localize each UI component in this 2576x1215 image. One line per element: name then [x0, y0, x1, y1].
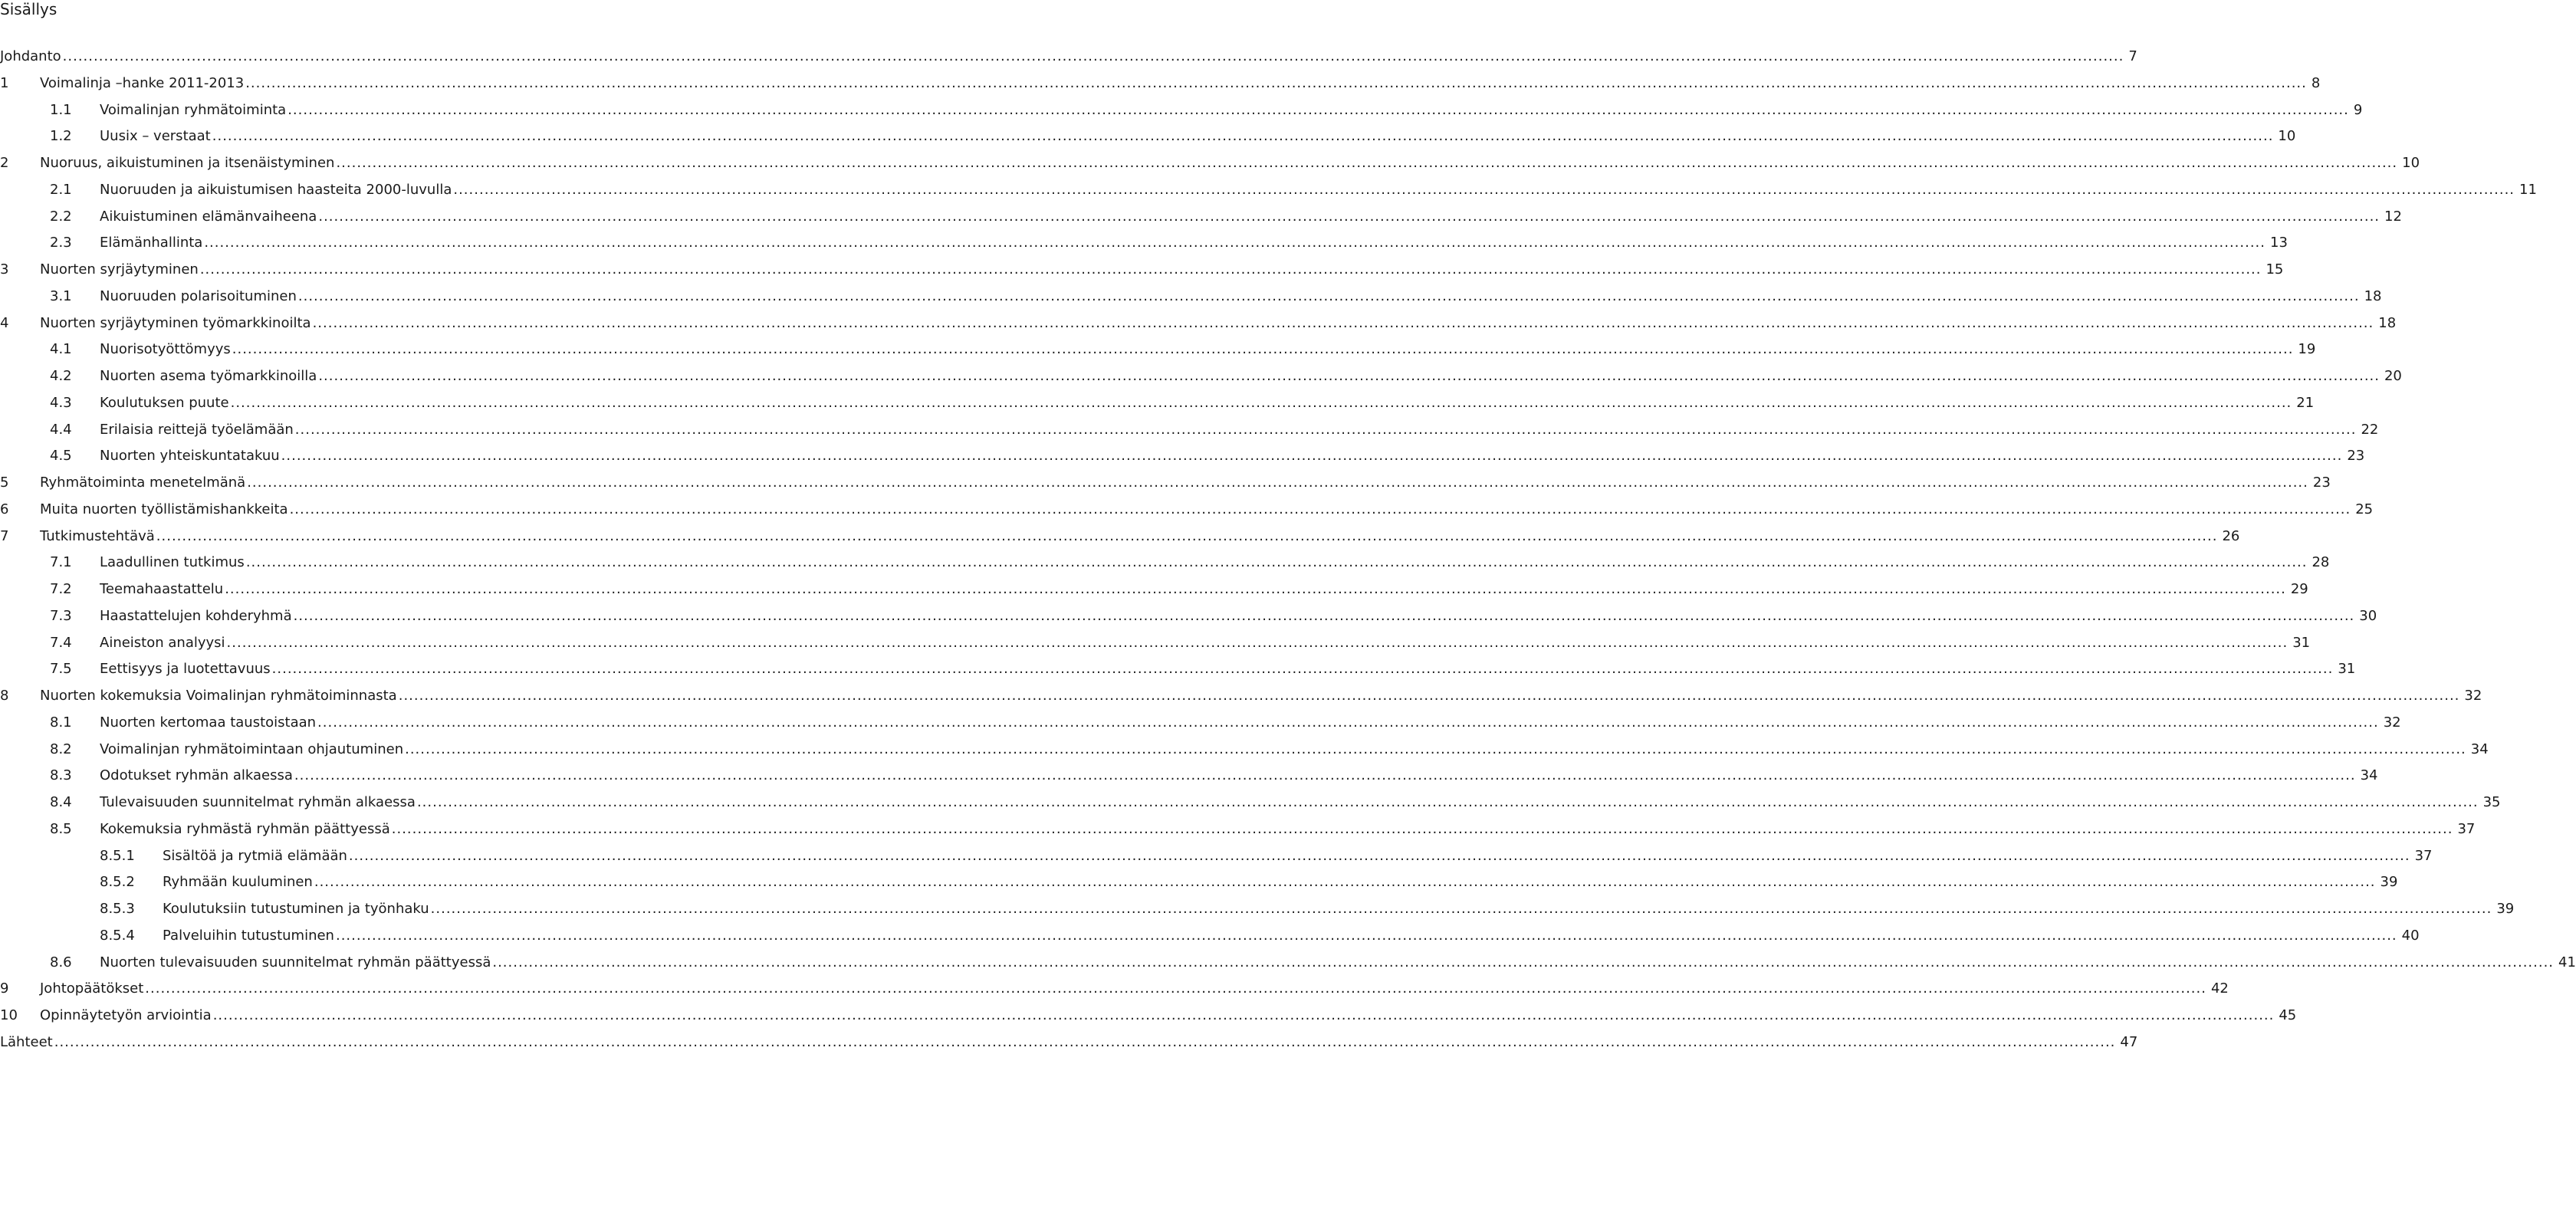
toc-entry-page-number: 10 [2402, 155, 2420, 171]
toc-entry[interactable] [0, 818, 2476, 841]
toc-entry-number: 2.3 [50, 235, 72, 251]
toc-entry-number: 7.2 [50, 581, 72, 597]
dot-leader: ................................................................................................................................................................................................................................................................................................................................................................................................................ [318, 368, 2380, 384]
dot-leader: ................................................................................................................................................................................................................................................................................................................................................................................................................ [62, 48, 2124, 64]
toc-entry-title: Muita nuorten työllistämishankkeita [40, 498, 290, 521]
toc-entry[interactable] [0, 1004, 2297, 1027]
dot-leader: ................................................................................................................................................................................................................................................................................................................................................................................................................ [453, 181, 2515, 198]
toc-entry-page-number: 31 [2292, 634, 2311, 651]
toc-entry-title: Uusix – verstaat [100, 125, 212, 148]
toc-entry-title: Haastattelujen kohderyhmä [100, 605, 294, 628]
toc-entry-title: Voimalinjan ryhmätoiminta [100, 99, 288, 122]
toc-entry[interactable] [0, 924, 2420, 947]
toc-entry[interactable] [0, 525, 2240, 548]
toc-entry-title: Nuorten tulevaisuuden suunnitelmat ryhmän päättyessä [100, 951, 492, 974]
toc-entry-page-number: 31 [2338, 661, 2356, 678]
toc-entry-title: Johdanto [0, 45, 63, 68]
toc-entry-title: Nuoruus, aikuistuminen ja itsenäistyminen [40, 152, 336, 175]
dot-leader: ................................................................................................................................................................................................................................................................................................................................................................................................................ [226, 634, 2288, 651]
dot-leader: ................................................................................................................................................................................................................................................................................................................................................................................................................ [212, 1007, 2275, 1023]
dot-leader: ................................................................................................................................................................................................................................................................................................................................................................................................................ [348, 847, 2410, 864]
toc-entry[interactable] [0, 764, 2378, 787]
toc-entry-title: Kokemuksia ryhmästä ryhmän päättyessä [100, 818, 392, 841]
dot-leader: ................................................................................................................................................................................................................................................................................................................................................................................................................ [492, 954, 2555, 970]
toc-entry-title: Erilaisia reittejä työelämään [100, 419, 295, 442]
toc-entry-title: Ryhmään kuuluminen [163, 871, 314, 894]
toc-entry-page-number: 34 [2470, 740, 2489, 757]
toc-entry-page-number: 19 [2298, 341, 2316, 358]
toc-entry-number: 6 [0, 501, 9, 517]
toc-entry[interactable] [0, 605, 2377, 628]
toc-entry-title: Koulutuksen puute [100, 392, 231, 415]
toc-entry-page-number: 37 [2414, 847, 2433, 864]
dot-leader: ................................................................................................................................................................................................................................................................................................................................................................................................................ [199, 261, 2262, 277]
dot-leader: ................................................................................................................................................................................................................................................................................................................................................................................................................ [204, 235, 2266, 251]
dot-leader: ................................................................................................................................................................................................................................................................................................................................................................................................................ [145, 980, 2206, 997]
toc-entry-page-number: 23 [2312, 475, 2331, 491]
page-title: Sisällys [0, 0, 58, 18]
toc-entry[interactable] [0, 871, 2398, 894]
toc-entry[interactable] [0, 551, 2330, 574]
toc-entry-title: Johtopäätökset [40, 977, 145, 1000]
toc-entry-page-number: 8 [2311, 74, 2321, 91]
toc-entry-title: Nuoruuden polarisoituminen [100, 285, 298, 308]
toc-entry-number: 8 [0, 688, 9, 704]
toc-entry-page-number: 47 [2120, 1033, 2138, 1050]
toc-entry[interactable] [0, 498, 2374, 521]
toc-entry-page-number: 22 [2361, 421, 2379, 438]
toc-entry[interactable] [0, 72, 2321, 95]
toc-entry-page-number: 11 [2519, 181, 2537, 198]
toc-entry[interactable] [0, 977, 2229, 1000]
dot-leader: ................................................................................................................................................................................................................................................................................................................................................................................................................ [336, 155, 2398, 171]
toc-entry-title: Koulutuksiin tutustuminen ja työnhaku [163, 898, 431, 921]
toc-entry-page-number: 28 [2312, 554, 2330, 571]
toc-entry-title: Tutkimustehtävä [40, 525, 156, 548]
dot-leader: ................................................................................................................................................................................................................................................................................................................................................................................................................ [312, 314, 2374, 331]
toc-entry[interactable] [0, 99, 2363, 122]
toc-entry-page-number: 34 [2360, 767, 2378, 784]
toc-entry-number: 8.2 [50, 740, 72, 757]
toc-entry-title: Aikuistuminen elämänvaiheena [100, 205, 318, 228]
toc-entry-title: Laadullinen tutkimus [100, 551, 246, 574]
toc-entry-title: Nuorten asema työmarkkinoilla [100, 365, 318, 388]
toc-entry-number: 8.5.3 [100, 901, 135, 917]
toc-entry-number: 7.1 [50, 554, 72, 571]
dot-leader: ................................................................................................................................................................................................................................................................................................................................................................................................................ [293, 607, 2355, 624]
toc-entry-page-number: 39 [2496, 901, 2515, 917]
toc-entry-page-number: 21 [2296, 394, 2315, 411]
dot-leader: ................................................................................................................................................................................................................................................................................................................................................................................................................ [294, 421, 2357, 438]
toc-entry-title: Nuorten kokemuksia Voimalinjan ryhmätoiminnasta [40, 685, 399, 708]
dot-leader: ................................................................................................................................................................................................................................................................................................................................................................................................................ [294, 767, 2356, 784]
toc-entry[interactable] [0, 738, 2489, 761]
toc-entry-number: 2.2 [50, 208, 72, 225]
toc-entry-page-number: 32 [2464, 688, 2482, 704]
toc-entry[interactable] [0, 845, 2433, 868]
toc-entry-title: Opinnäytetyön arviointia [40, 1004, 213, 1027]
toc-entry-title: Ryhmätoiminta menetelmänä [40, 471, 247, 494]
toc-entry-page-number: 29 [2290, 581, 2308, 597]
toc-entry[interactable] [0, 392, 2315, 415]
dot-leader: ................................................................................................................................................................................................................................................................................................................................................................................................................ [232, 341, 2294, 358]
toc-entry-title: Nuorten yhteiskuntatakuu [100, 445, 281, 468]
toc-entry-number: 8.5 [50, 820, 72, 837]
dot-leader: ................................................................................................................................................................................................................................................................................................................................................................................................................ [297, 287, 2360, 304]
toc-entry-number: 9 [0, 980, 9, 997]
toc-entry-number: 1 [0, 74, 9, 91]
toc-entry-number: 4 [0, 314, 9, 331]
toc-entry-title: Nuorten kertomaa taustoistaan [100, 711, 317, 734]
toc-entry-page-number: 18 [2378, 314, 2397, 331]
toc-entry-page-number: 12 [2384, 208, 2402, 225]
toc-entry-title: Aineiston analyysi [100, 632, 227, 655]
toc-entry-title: Sisältöä ja rytmiä elämään [163, 845, 349, 868]
toc-entry-page-number: 10 [2278, 128, 2296, 145]
toc-entry-number: 3.1 [50, 287, 72, 304]
toc-entry-title: Nuorten syrjäytyminen työmarkkinoilta [40, 312, 313, 335]
toc-entry-page-number: 25 [2355, 501, 2374, 517]
toc-entry[interactable] [0, 632, 2311, 655]
dot-leader: ................................................................................................................................................................................................................................................................................................................................................................................................................ [281, 448, 2343, 465]
dot-leader: ................................................................................................................................................................................................................................................................................................................................................................................................................ [317, 714, 2379, 731]
toc-entry-title: Tulevaisuuden suunnitelmat ryhmän alkaessa [100, 791, 417, 814]
toc-entry-page-number: 18 [2364, 287, 2382, 304]
toc-entry[interactable] [0, 658, 2356, 681]
toc-entry[interactable] [0, 125, 2296, 148]
toc-entry-number: 7.3 [50, 607, 72, 624]
dot-leader: ................................................................................................................................................................................................................................................................................................................................................................................................................ [245, 74, 2307, 91]
toc-entry-number: 2 [0, 155, 9, 171]
toc-entry-title: Eettisyys ja luotettavuus [100, 658, 272, 681]
dot-leader: ................................................................................................................................................................................................................................................................................................................................................................................................................ [288, 101, 2349, 118]
toc-entry-page-number: 35 [2482, 794, 2501, 810]
dot-leader: ................................................................................................................................................................................................................................................................................................................................................................................................................ [230, 394, 2292, 411]
toc-entry-number: 10 [0, 1007, 18, 1023]
dot-leader: ................................................................................................................................................................................................................................................................................................................................................................................................................ [391, 820, 2453, 837]
toc-entry-page-number: 23 [2347, 448, 2365, 465]
toc-entry[interactable] [0, 791, 2501, 814]
dot-leader: ................................................................................................................................................................................................................................................................................................................................................................................................................ [314, 874, 2376, 891]
dot-leader: ................................................................................................................................................................................................................................................................................................................................................................................................................ [54, 1033, 2116, 1050]
toc-entry-number: 1.1 [50, 101, 72, 118]
dot-leader: ................................................................................................................................................................................................................................................................................................................................................................................................................ [245, 554, 2308, 571]
dot-leader: ................................................................................................................................................................................................................................................................................................................................................................................................................ [156, 527, 2218, 544]
toc-entry-title: Palveluihin tutustuminen [163, 924, 336, 947]
toc-entry-page-number: 26 [2222, 527, 2240, 544]
toc-entry[interactable] [0, 445, 2365, 468]
toc-entry-title: Nuorten syrjäytyminen [40, 258, 200, 281]
dot-leader: ................................................................................................................................................................................................................................................................................................................................................................................................................ [416, 794, 2479, 810]
toc-entry[interactable] [0, 152, 2420, 175]
toc-entry[interactable] [0, 898, 2515, 921]
toc-entry-number: 8.1 [50, 714, 72, 731]
dot-leader: ................................................................................................................................................................................................................................................................................................................................................................................................................ [289, 501, 2351, 517]
toc-entry-page-number: 9 [2353, 101, 2363, 118]
toc-entry[interactable] [0, 951, 2576, 974]
toc-entry-title: Voimalinjan ryhmätoimintaan ohjautuminen [100, 738, 405, 761]
dot-leader: ................................................................................................................................................................................................................................................................................................................................................................................................................ [318, 208, 2380, 225]
toc-entry-page-number: 20 [2384, 368, 2402, 384]
dot-leader: ................................................................................................................................................................................................................................................................................................................................................................................................................ [398, 688, 2460, 704]
toc-entry-title: Nuoruuden ja aikuistumisen haasteita 2000-luvulla [100, 179, 453, 202]
toc-entry-number: 8.4 [50, 794, 72, 810]
toc-entry[interactable] [0, 338, 2316, 361]
toc-entry[interactable] [0, 1031, 2138, 1054]
toc-entry-number: 7.4 [50, 634, 72, 651]
toc-entry-page-number: 37 [2457, 820, 2476, 837]
toc-entry-title: Elämänhallinta [100, 232, 204, 254]
toc-entry[interactable] [0, 312, 2397, 335]
toc-entry-page-number: 39 [2380, 874, 2398, 891]
toc-entry-number: 8.6 [50, 954, 72, 970]
toc-entry[interactable] [0, 419, 2379, 442]
toc-entry-title: Teemahaastattelu [100, 578, 225, 601]
toc-entry-number: 2.1 [50, 181, 72, 198]
toc-entry[interactable] [0, 205, 2402, 228]
toc-entry-number: 7.5 [50, 661, 72, 678]
toc-entry-number: 3 [0, 261, 9, 277]
toc-entry-page-number: 15 [2266, 261, 2284, 277]
toc-entry[interactable] [0, 179, 2537, 202]
toc-entry-page-number: 40 [2401, 927, 2420, 944]
toc-entry[interactable] [0, 578, 2308, 601]
toc-entry[interactable] [0, 471, 2331, 494]
toc-entry[interactable] [0, 232, 2288, 254]
toc-entry[interactable] [0, 365, 2402, 388]
toc-entry-title: Voimalinja –hanke 2011-2013 [40, 72, 245, 95]
toc-entry-page-number: 42 [2210, 980, 2229, 997]
toc-entry-number: 4.3 [50, 394, 72, 411]
dot-leader: ................................................................................................................................................................................................................................................................................................................................................................................................................ [247, 475, 2308, 491]
toc-entry-title: Nuorisotyöttömyys [100, 338, 232, 361]
toc-entry-page-number: 45 [2279, 1007, 2297, 1023]
toc-entry[interactable] [0, 711, 2401, 734]
toc-entry-number: 8.5.2 [100, 874, 135, 891]
dot-leader: ................................................................................................................................................................................................................................................................................................................................................................................................................ [405, 740, 2466, 757]
dot-leader: ................................................................................................................................................................................................................................................................................................................................................................................................................ [430, 901, 2492, 917]
dot-leader: ................................................................................................................................................................................................................................................................................................................................................................................................................ [335, 927, 2397, 944]
dot-leader: ................................................................................................................................................................................................................................................................................................................................................................................................................ [212, 128, 2274, 145]
toc-entry-number: 1.2 [50, 128, 72, 145]
toc-entry[interactable] [0, 45, 2137, 68]
toc-entry-page-number: 7 [2128, 48, 2137, 64]
toc-entry-number: 4.5 [50, 448, 72, 465]
dot-leader: ................................................................................................................................................................................................................................................................................................................................................................................................................ [271, 661, 2334, 678]
toc-entry[interactable] [0, 285, 2382, 308]
toc-entry-page-number: 41 [2558, 954, 2576, 970]
toc-entry-number: 4.1 [50, 341, 72, 358]
toc-entry-number: 8.5.1 [100, 847, 135, 864]
toc-entry-number: 5 [0, 475, 9, 491]
toc-entry[interactable] [0, 258, 2284, 281]
toc-entry-title: Lähteet [0, 1031, 54, 1054]
toc-entry-number: 4.2 [50, 368, 72, 384]
toc-entry-number: 4.4 [50, 421, 72, 438]
dot-leader: ................................................................................................................................................................................................................................................................................................................................................................................................................ [225, 581, 2286, 597]
toc-entry-number: 8.3 [50, 767, 72, 784]
toc-entry-number: 8.5.4 [100, 927, 135, 944]
toc-entry-title: Odotukset ryhmän alkaessa [100, 764, 294, 787]
toc-entry-page-number: 30 [2359, 607, 2377, 624]
toc-entry-page-number: 32 [2383, 714, 2401, 731]
toc-entry-number: 7 [0, 527, 9, 544]
toc-entry-page-number: 13 [2270, 235, 2288, 251]
toc-entry[interactable] [0, 685, 2482, 708]
